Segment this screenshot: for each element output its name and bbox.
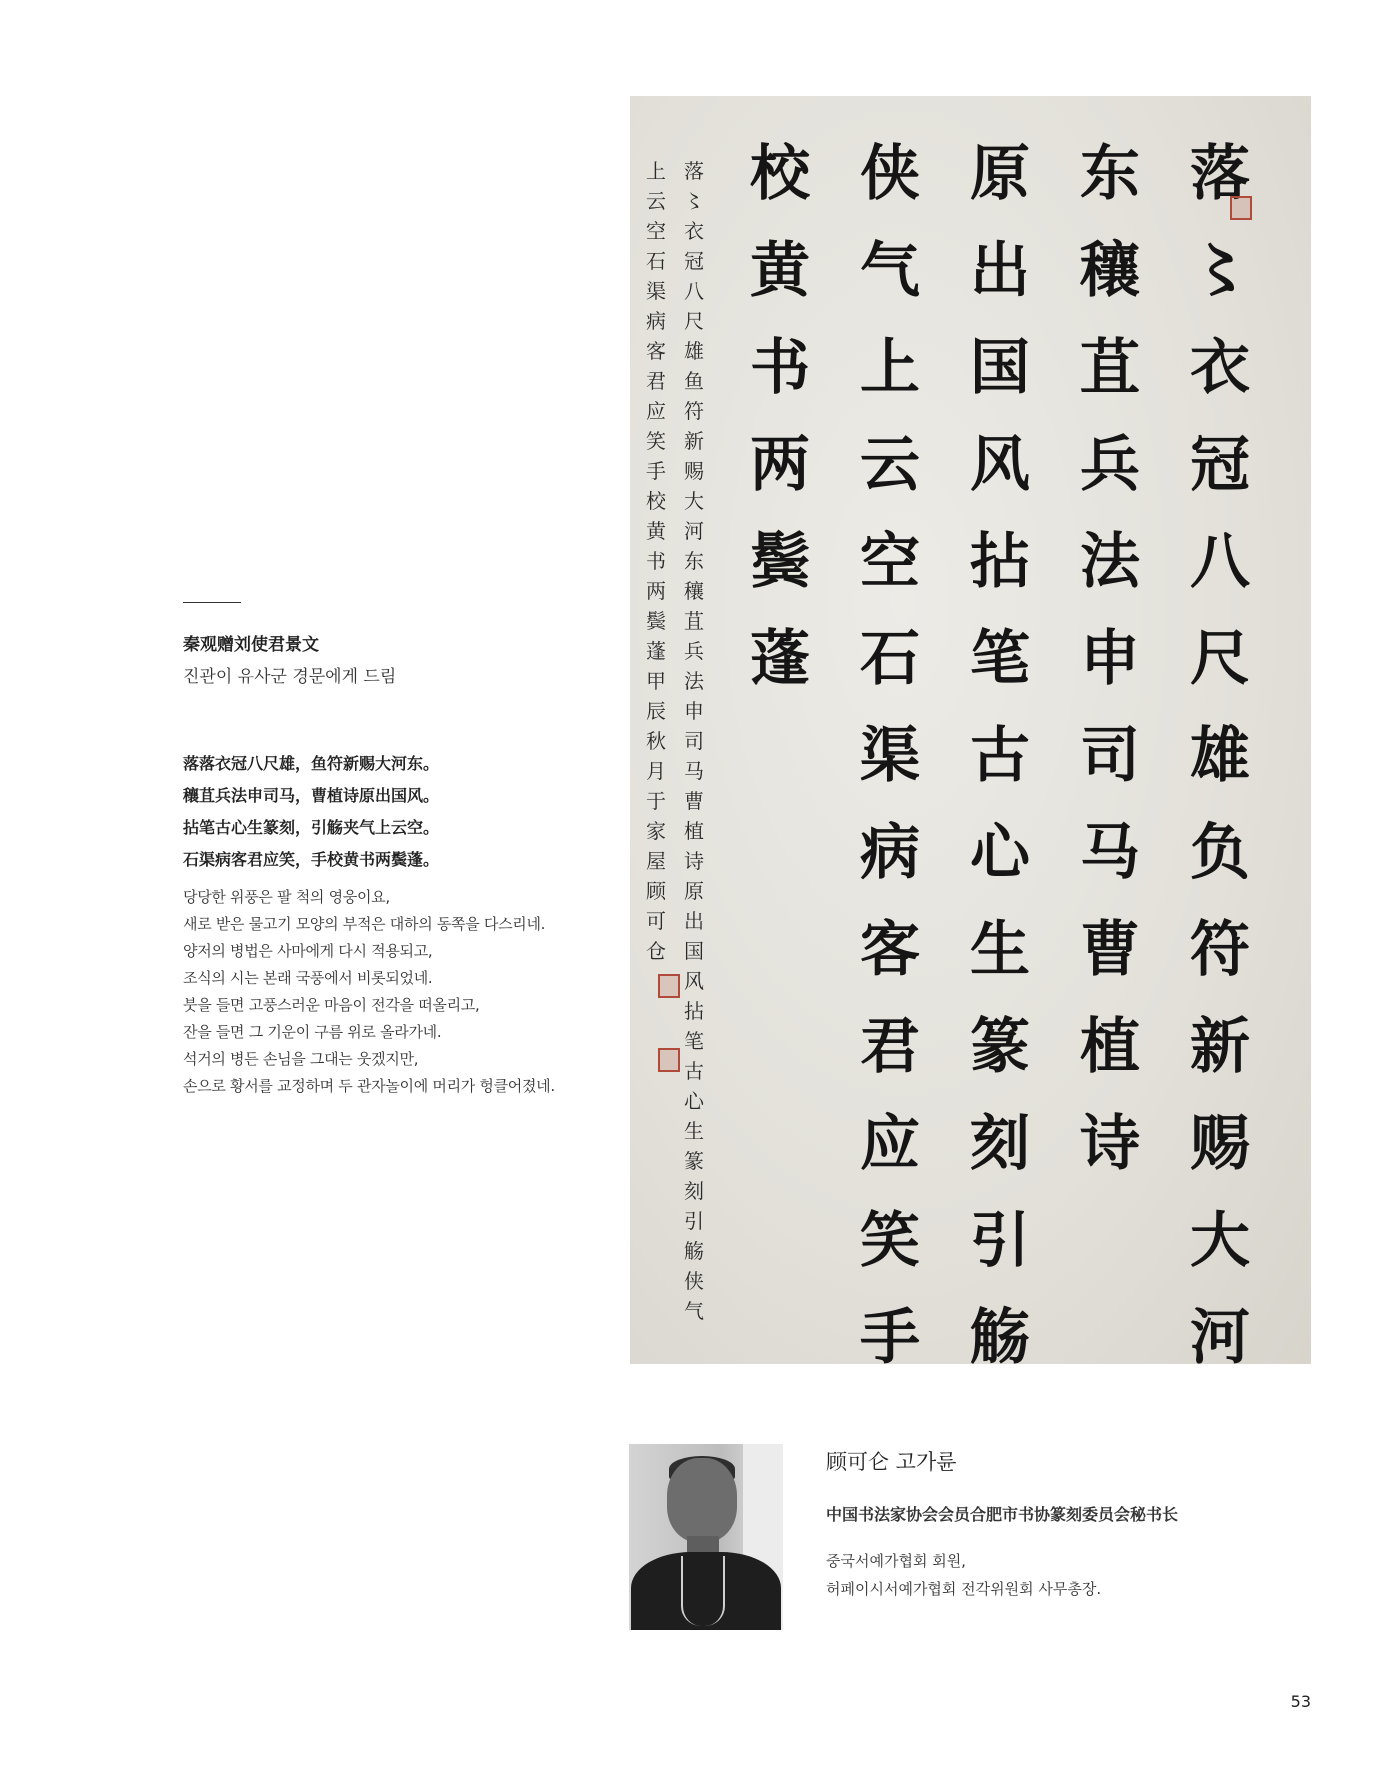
calligraphy-glyph: 法 bbox=[1080, 527, 1140, 597]
calligraphy-glyph: 原 bbox=[970, 139, 1030, 209]
calligraphy-glyph: 大 bbox=[1190, 1206, 1250, 1276]
inscription-glyph: 觞 bbox=[684, 1239, 704, 1263]
inscription-glyph: 尺 bbox=[684, 309, 704, 333]
calligraphy-glyph: 校 bbox=[750, 139, 810, 209]
calligraphy-column bbox=[860, 126, 920, 1364]
red-seal-stamp bbox=[658, 1048, 680, 1072]
inscription-glyph: 手 bbox=[646, 459, 666, 483]
inscription-glyph: 上 bbox=[646, 159, 666, 183]
calligraphy-glyph: 河 bbox=[1190, 1303, 1250, 1364]
poem-line: 穰苴兵法申司马，曹植诗原出国风。 bbox=[183, 786, 440, 805]
poem-title-korean: 진관이 유사군 경문에게 드림 bbox=[183, 667, 397, 687]
inscription-glyph: 出 bbox=[684, 909, 704, 933]
calligraphy-glyph: 客 bbox=[860, 915, 920, 985]
inscription-glyph: 冠 bbox=[684, 249, 704, 273]
inscription-glyph: 古 bbox=[684, 1059, 704, 1083]
calligraphy-glyph: 云 bbox=[860, 430, 920, 500]
inscription-glyph: 校 bbox=[646, 489, 666, 513]
calligraphy-glyph: 笑 bbox=[860, 1206, 920, 1276]
calligraphy-glyph: 兵 bbox=[1080, 430, 1140, 500]
poem-title-chinese: 秦观赠刘使君景文 bbox=[183, 635, 319, 655]
inscription-glyph: 东 bbox=[684, 549, 704, 573]
calligraphy-glyph: 篆 bbox=[970, 1012, 1030, 1082]
calligraphy-glyph: 两 bbox=[750, 430, 810, 500]
translation-line: 붓을 들면 고풍스러운 마음이 전각을 떠올리고, bbox=[183, 996, 480, 1014]
calligraphy-glyph: 觞 bbox=[970, 1303, 1030, 1364]
position-line: 중국서예가협회 회원, bbox=[826, 1552, 966, 1570]
inscription-glyph: 气 bbox=[684, 1299, 704, 1323]
inscription-glyph: 马 bbox=[684, 759, 704, 783]
calligraphy-glyph: 拈 bbox=[970, 527, 1030, 597]
inscription-glyph: 书 bbox=[646, 549, 666, 573]
calligraphy-glyph: 黄 bbox=[750, 236, 810, 306]
inscription-glyph: 蓬 bbox=[646, 639, 666, 663]
calligraphy-glyph: 应 bbox=[860, 1109, 920, 1179]
calligraphy-glyph: 八 bbox=[1190, 527, 1250, 597]
translation-line: 조식의 시는 본래 국풍에서 비롯되었네. bbox=[183, 969, 433, 987]
inscription-glyph: 引 bbox=[684, 1209, 704, 1233]
calligraphy-glyph: 赐 bbox=[1190, 1109, 1250, 1179]
inscription-glyph: 黄 bbox=[646, 519, 666, 543]
artist-position-korean bbox=[826, 1547, 1101, 1603]
poem-chinese bbox=[183, 748, 439, 876]
inscription-glyph: 笑 bbox=[646, 429, 666, 453]
poem-line: 石渠病客君应笑，手校黄书两鬓蓬。 bbox=[183, 850, 440, 869]
inscription-glyph: 河 bbox=[684, 519, 704, 543]
inscription-glyph: 八 bbox=[684, 279, 704, 303]
calligraphy-glyph: 蓬 bbox=[750, 624, 810, 694]
calligraphy-column bbox=[1080, 126, 1140, 1193]
inscription-glyph: 于 bbox=[646, 789, 666, 813]
inscription-glyph: 〻 bbox=[684, 189, 704, 213]
translation-line: 잔을 들면 그 기운이 구름 위로 올라가네. bbox=[183, 1023, 442, 1041]
inscription-glyph: 应 bbox=[646, 399, 666, 423]
inscription-glyph: 兵 bbox=[684, 639, 704, 663]
red-seal-stamp bbox=[1230, 196, 1252, 220]
inscription-glyph: 国 bbox=[684, 939, 704, 963]
calligraphy-glyph: 刻 bbox=[970, 1109, 1030, 1179]
inscription-glyph: 曹 bbox=[684, 789, 704, 813]
inscription-glyph: 仓 bbox=[646, 939, 666, 963]
inscription-glyph: 顾 bbox=[646, 879, 666, 903]
inscription-glyph: 月 bbox=[646, 759, 666, 783]
inscription-glyph: 拈 bbox=[684, 999, 704, 1023]
calligraphy-glyph: 病 bbox=[860, 818, 920, 888]
calligraphy-glyph: 空 bbox=[860, 527, 920, 597]
calligraphy-glyph: 心 bbox=[970, 818, 1030, 888]
calligraphy-column bbox=[750, 126, 810, 708]
calligraphy-glyph: 生 bbox=[970, 915, 1030, 985]
calligraphy-glyph: 穰 bbox=[1080, 236, 1140, 306]
calligraphy-glyph: 冠 bbox=[1190, 430, 1250, 500]
inscription-glyph: 司 bbox=[684, 729, 704, 753]
inscription-glyph: 侠 bbox=[684, 1269, 704, 1293]
page-number: 53 bbox=[1290, 1692, 1311, 1711]
inscription-glyph: 辰 bbox=[646, 699, 666, 723]
calligraphy-glyph: 申 bbox=[1080, 624, 1140, 694]
inscription-glyph: 赐 bbox=[684, 459, 704, 483]
calligraphy-glyph: 笔 bbox=[970, 624, 1030, 694]
calligraphy-glyph: 手 bbox=[860, 1303, 920, 1364]
calligraphy-glyph: 新 bbox=[1190, 1012, 1250, 1082]
translation-line: 당당한 위풍은 팔 척의 영웅이요, bbox=[183, 888, 390, 906]
translation-line: 석거의 병든 손님을 그대는 웃겠지만, bbox=[183, 1050, 419, 1068]
inscription-column bbox=[684, 156, 704, 1326]
calligraphy-glyph: 落 bbox=[1190, 139, 1250, 209]
inscription-glyph: 落 bbox=[684, 159, 704, 183]
inscription-glyph: 衣 bbox=[684, 219, 704, 243]
section-divider bbox=[183, 602, 241, 603]
inscription-glyph: 风 bbox=[684, 969, 704, 993]
calligraphy-glyph: 雄 bbox=[1190, 721, 1250, 791]
inscription-glyph: 屋 bbox=[646, 849, 666, 873]
translation-line: 양저의 병법은 사마에게 다시 적용되고, bbox=[183, 942, 433, 960]
poem-korean-translation bbox=[183, 884, 555, 1100]
calligraphy-glyph: 渠 bbox=[860, 721, 920, 791]
inscription-glyph: 雄 bbox=[684, 339, 704, 363]
calligraphy-glyph: 苴 bbox=[1080, 333, 1140, 403]
inscription-glyph: 家 bbox=[646, 819, 666, 843]
inscription-glyph: 秋 bbox=[646, 729, 666, 753]
inscription-glyph: 符 bbox=[684, 399, 704, 423]
calligraphy-glyph: 书 bbox=[750, 333, 810, 403]
inscription-glyph: 客 bbox=[646, 339, 666, 363]
calligraphy-glyph: 马 bbox=[1080, 818, 1140, 888]
calligraphy-glyph: 诗 bbox=[1080, 1109, 1140, 1179]
inscription-glyph: 可 bbox=[646, 909, 666, 933]
inscription-glyph: 大 bbox=[684, 489, 704, 513]
calligraphy-glyph: 君 bbox=[860, 1012, 920, 1082]
calligraphy-glyph: 侠 bbox=[860, 139, 920, 209]
inscription-glyph: 鬓 bbox=[646, 609, 666, 633]
calligraphy-glyph: 出 bbox=[970, 236, 1030, 306]
inscription-glyph: 刻 bbox=[684, 1179, 704, 1203]
inscription-glyph: 两 bbox=[646, 579, 666, 603]
inscription-glyph: 法 bbox=[684, 669, 704, 693]
calligraphy-glyph: 东 bbox=[1080, 139, 1140, 209]
calligraphy-glyph: 引 bbox=[970, 1206, 1030, 1276]
position-line: 허페이시서예가협회 전각위원회 사무총장. bbox=[826, 1580, 1102, 1598]
inscription-glyph: 生 bbox=[684, 1119, 704, 1143]
translation-line: 손으로 황서를 교정하며 두 관자놀이에 머리가 헝클어졌네. bbox=[183, 1077, 555, 1095]
calligraphy-glyph: 风 bbox=[970, 430, 1030, 500]
inscription-glyph: 篆 bbox=[684, 1149, 704, 1173]
inscription-glyph: 渠 bbox=[646, 279, 666, 303]
inscription-glyph: 空 bbox=[646, 219, 666, 243]
inscription-glyph: 诗 bbox=[684, 849, 704, 873]
red-seal-stamp bbox=[658, 974, 680, 998]
inscription-glyph: 申 bbox=[684, 699, 704, 723]
calligraphy-glyph: 尺 bbox=[1190, 624, 1250, 694]
inscription-glyph: 苴 bbox=[684, 609, 704, 633]
inscription-glyph: 心 bbox=[684, 1089, 704, 1113]
calligraphy-glyph: 植 bbox=[1080, 1012, 1140, 1082]
inscription-glyph: 石 bbox=[646, 249, 666, 273]
inscription-glyph: 植 bbox=[684, 819, 704, 843]
calligraphy-glyph: 符 bbox=[1190, 915, 1250, 985]
calligraphy-column bbox=[1190, 126, 1250, 1364]
calligraphy-glyph: 气 bbox=[860, 236, 920, 306]
calligraphy-glyph: 古 bbox=[970, 721, 1030, 791]
inscription-glyph: 甲 bbox=[646, 669, 666, 693]
calligraphy-glyph: 曹 bbox=[1080, 915, 1140, 985]
calligraphy-glyph: 石 bbox=[860, 624, 920, 694]
inscription-column bbox=[646, 156, 666, 966]
calligraphy-glyph: 上 bbox=[860, 333, 920, 403]
poem-line: 拈笔古心生篆刻，引觞夹气上云空。 bbox=[183, 818, 440, 837]
translation-line: 새로 받은 물고기 모양의 부적은 대하의 동쪽을 다스리네. bbox=[183, 915, 546, 933]
inscription-glyph: 云 bbox=[646, 189, 666, 213]
calligraphy-glyph: 〻 bbox=[1190, 236, 1250, 306]
calligraphy-glyph: 司 bbox=[1080, 721, 1140, 791]
inscription-glyph: 君 bbox=[646, 369, 666, 393]
calligraphy-column bbox=[970, 126, 1030, 1364]
inscription-glyph: 鱼 bbox=[684, 369, 704, 393]
artist-name: 顾可仑 고가륜 bbox=[826, 1450, 957, 1474]
calligraphy-glyph: 衣 bbox=[1190, 333, 1250, 403]
calligraphy-artwork bbox=[630, 96, 1311, 1364]
calligraphy-glyph: 国 bbox=[970, 333, 1030, 403]
artist-position-chinese: 中国书法家协会会员合肥市书协篆刻委员会秘书长 bbox=[826, 1505, 1179, 1524]
inscription-glyph: 笔 bbox=[684, 1029, 704, 1053]
inscription-glyph: 穰 bbox=[684, 579, 704, 603]
poem-line: 落落衣冠八尺雄，鱼符新赐大河东。 bbox=[183, 754, 440, 773]
calligraphy-glyph: 负 bbox=[1190, 818, 1250, 888]
inscription-glyph: 新 bbox=[684, 429, 704, 453]
inscription-glyph: 原 bbox=[684, 879, 704, 903]
artist-photo bbox=[629, 1444, 783, 1630]
calligraphy-glyph: 鬓 bbox=[750, 527, 810, 597]
inscription-glyph: 病 bbox=[646, 309, 666, 333]
